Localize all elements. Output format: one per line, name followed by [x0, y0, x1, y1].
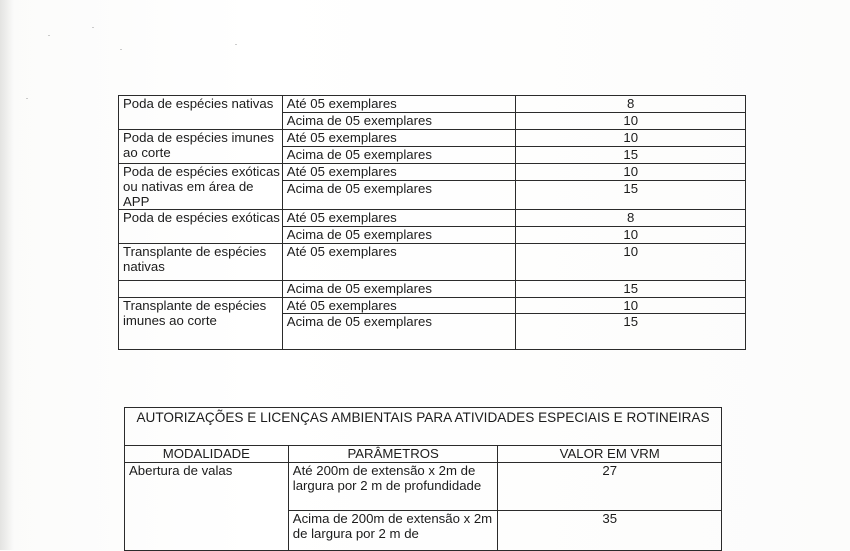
table-row [119, 164, 746, 181]
table-title-row [125, 408, 722, 446]
page-edge-shadow [0, 0, 14, 550]
table-header-row [125, 446, 722, 463]
value-cell: 15 [516, 314, 746, 350]
value-cell: 10 [516, 244, 746, 281]
param-cell: Até 05 exemplares [282, 130, 516, 147]
param-cell: Acima de 05 exemplares [282, 314, 516, 350]
value-cell: 8 [516, 96, 746, 113]
value-cell: 15 [516, 180, 746, 209]
column-header-modality: MODALIDADE [125, 446, 289, 463]
scan-speck [92, 27, 94, 28]
value-cell: 10 [516, 227, 746, 244]
value-cell: 27 [498, 463, 722, 511]
value-cell: 15 [516, 281, 746, 298]
param-cell: Acima de 05 exemplares [282, 180, 516, 209]
scan-speck [26, 98, 28, 99]
column-header-parameters: PARÂMETROS [288, 446, 498, 463]
table-row [125, 463, 722, 511]
value-cell: 35 [498, 511, 722, 551]
activity-cell: Poda de espécies nativas [119, 96, 283, 130]
table-row [119, 244, 746, 281]
activity-cell: Poda de espécies imunes ao corte [119, 130, 283, 164]
scan-speck [235, 44, 237, 45]
scan-speck [120, 49, 122, 50]
value-cell: 15 [516, 147, 746, 164]
value-cell: 10 [516, 113, 746, 130]
activity-cell: Transplante de espécies nativas [119, 244, 283, 281]
table-row [119, 130, 746, 147]
param-cell: Até 05 exemplares [282, 244, 516, 281]
value-cell: 10 [516, 298, 746, 314]
table-row [119, 298, 746, 314]
table-row [119, 281, 746, 298]
activity-cell: Poda de espécies exóticas [119, 210, 283, 244]
value-cell: 10 [516, 164, 746, 181]
param-cell: Acima de 05 exemplares [282, 147, 516, 164]
table-row [119, 96, 746, 113]
table-row [119, 210, 746, 227]
param-cell: Acima de 05 exemplares [282, 281, 516, 298]
fee-table-special-activities [124, 407, 722, 551]
param-cell: Acima de 200m de extensão x 2m de largura por 2 m de [288, 511, 498, 551]
fee-table-pruning-transplant [118, 95, 746, 350]
param-cell: Até 05 exemplares [282, 210, 516, 227]
table-title: AUTORIZAÇÕES E LICENÇAS AMBIENTAIS PARA ATIVIDADES ESPECIAIS E ROTINEIRAS [125, 408, 722, 446]
value-cell: 10 [516, 130, 746, 147]
activity-cell: Transplante de espécies imunes ao corte [119, 298, 283, 350]
column-header-value: VALOR EM VRM [498, 446, 722, 463]
modality-cell: Abertura de valas [125, 463, 289, 551]
param-cell: Acima de 05 exemplares [282, 227, 516, 244]
scan-speck [48, 35, 50, 36]
param-cell: Até 05 exemplares [282, 96, 516, 113]
param-cell: Até 05 exemplares [282, 164, 516, 181]
param-cell: Até 05 exemplares [282, 298, 516, 314]
activity-cell: Poda de espécies exóticas ou nativas em área de APP [119, 164, 283, 210]
param-cell: Até 200m de extensão x 2m de largura por 2 m de profundidade [288, 463, 498, 511]
activity-cell [119, 281, 283, 298]
param-cell: Acima de 05 exemplares [282, 113, 516, 130]
value-cell: 8 [516, 210, 746, 227]
